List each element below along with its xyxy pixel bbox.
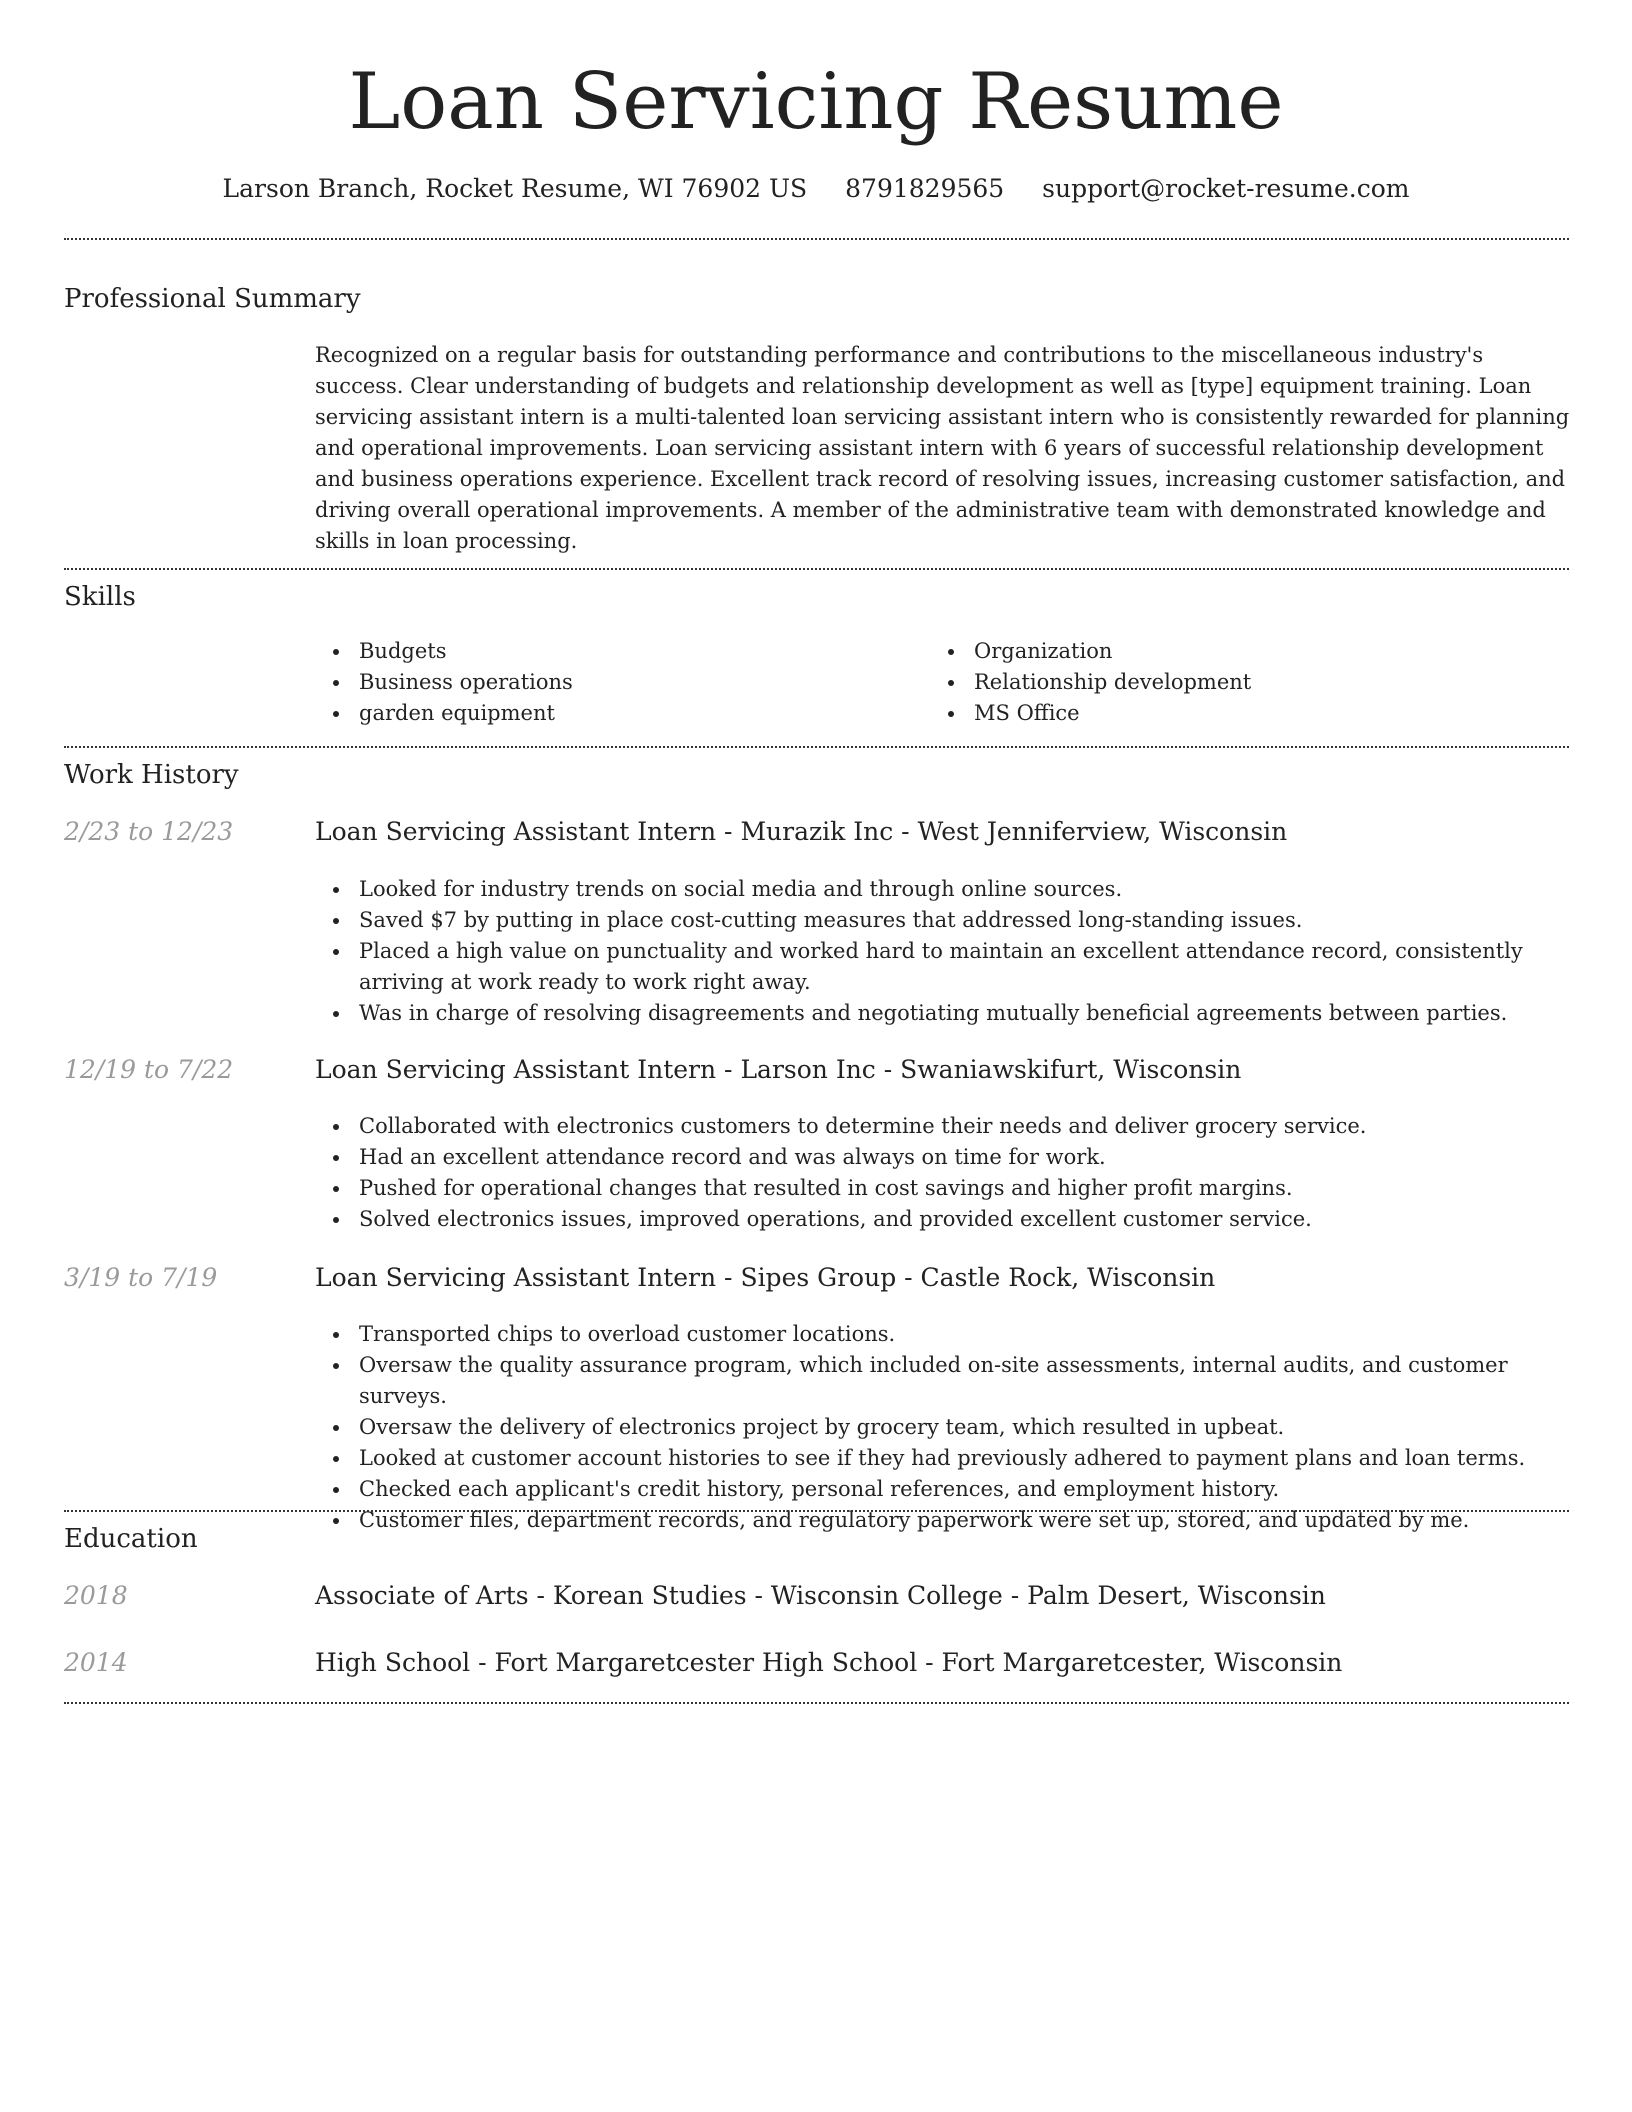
list-item: Collaborated with electronics customers to determine their needs and deliver grocery service. <box>315 1111 1570 1142</box>
section-title-summary: Professional Summary <box>64 284 361 314</box>
job-title: Loan Servicing Assistant Intern - Sipes Group - Castle Rock, Wisconsin <box>315 1263 1216 1292</box>
skill-item: Budgets <box>315 636 915 667</box>
skill-item: Relationship development <box>930 667 1530 698</box>
list-item: Oversaw the quality assurance program, which included on-site assessments, internal audits, and customer surveys. <box>315 1350 1570 1412</box>
section-title-work: Work History <box>64 760 239 790</box>
job-bullets <box>315 874 1570 1029</box>
education-year: 2014 <box>64 1648 128 1677</box>
skill-item: garden equipment <box>315 698 915 729</box>
page-title: Loan Servicing Resume <box>348 57 1284 147</box>
job-bullets <box>315 1319 1570 1536</box>
summary-text: Recognized on a regular basis for outstanding performance and contributions to the miscellaneous industry's success. Clear understanding of budgets and relationship development as well as [type] equipment training. Loan servicing assistant intern is a multi-talented loan servicing assistant intern who is consistently rewarded for planning and operational improvements. Loan servicing assistant intern with 6 years of successful relationship development and business operations experience. Excellent track record of resolving issues, increasing customer satisfaction, and driving overall operational improvements. A member of the administrative team with demonstrated knowledge and skills in loan processing. <box>315 343 1570 553</box>
list-item: Saved $7 by putting in place cost-cutting measures that addressed long-standing issues. <box>315 905 1570 936</box>
section-title-education: Education <box>64 1524 198 1554</box>
education-title: High School - Fort Margaretcester High School - Fort Margaretcester, Wisconsin <box>315 1648 1343 1677</box>
job-title: Loan Servicing Assistant Intern - Murazik Inc - West Jenniferview, Wisconsin <box>315 817 1288 846</box>
education-title: Associate of Arts - Korean Studies - Wisconsin College - Palm Desert, Wisconsin <box>315 1581 1326 1610</box>
list-item: Had an excellent attendance record and was always on time for work. <box>315 1142 1570 1173</box>
skill-item: Organization <box>930 636 1530 667</box>
contact-line <box>0 172 1632 206</box>
divider <box>64 1510 1569 1512</box>
divider <box>64 746 1569 748</box>
list-item: Solved electronics issues, improved operations, and provided excellent customer service. <box>315 1204 1570 1235</box>
list-item: Looked for industry trends on social media and through online sources. <box>315 874 1570 905</box>
list-item: Transported chips to overload customer locations. <box>315 1319 1570 1350</box>
job-dates: 12/19 to 7/22 <box>64 1055 234 1084</box>
divider <box>64 238 1569 240</box>
skills-list-right <box>930 636 1530 729</box>
list-item: Placed a high value on punctuality and worked hard to maintain an excellent attendance record, consistently arriving at work ready to work right away. <box>315 936 1570 998</box>
job-dates: 2/23 to 12/23 <box>64 817 234 846</box>
job-bullets <box>315 1111 1570 1235</box>
divider <box>64 1702 1569 1704</box>
list-item: Checked each applicant's credit history, personal references, and employment history. <box>315 1474 1570 1505</box>
contact-address: Larson Branch, Rocket Resume, WI 76902 US <box>222 174 808 203</box>
list-item: Oversaw the delivery of electronics project by grocery team, which resulted in upbeat. <box>315 1412 1570 1443</box>
education-year: 2018 <box>64 1581 128 1610</box>
list-item: Customer files, department records, and regulatory paperwork were set up, stored, and updated by me. <box>315 1505 1570 1536</box>
list-item: Pushed for operational changes that resulted in cost savings and higher profit margins. <box>315 1173 1570 1204</box>
list-item: Looked at customer account histories to see if they had previously adhered to payment plans and loan terms. <box>315 1443 1570 1474</box>
section-title-skills: Skills <box>64 582 136 612</box>
skills-list-left <box>315 636 915 729</box>
job-title: Loan Servicing Assistant Intern - Larson Inc - Swaniawskifurt, Wisconsin <box>315 1055 1242 1084</box>
job-dates: 3/19 to 7/19 <box>64 1263 218 1292</box>
divider <box>64 568 1569 570</box>
contact-phone: 8791829565 <box>845 174 1005 203</box>
contact-email: support@rocket-resume.com <box>1042 174 1410 203</box>
list-item: Was in charge of resolving disagreements and negotiating mutually beneficial agreements between parties. <box>315 998 1570 1029</box>
skill-item: MS Office <box>930 698 1530 729</box>
skill-item: Business operations <box>315 667 915 698</box>
